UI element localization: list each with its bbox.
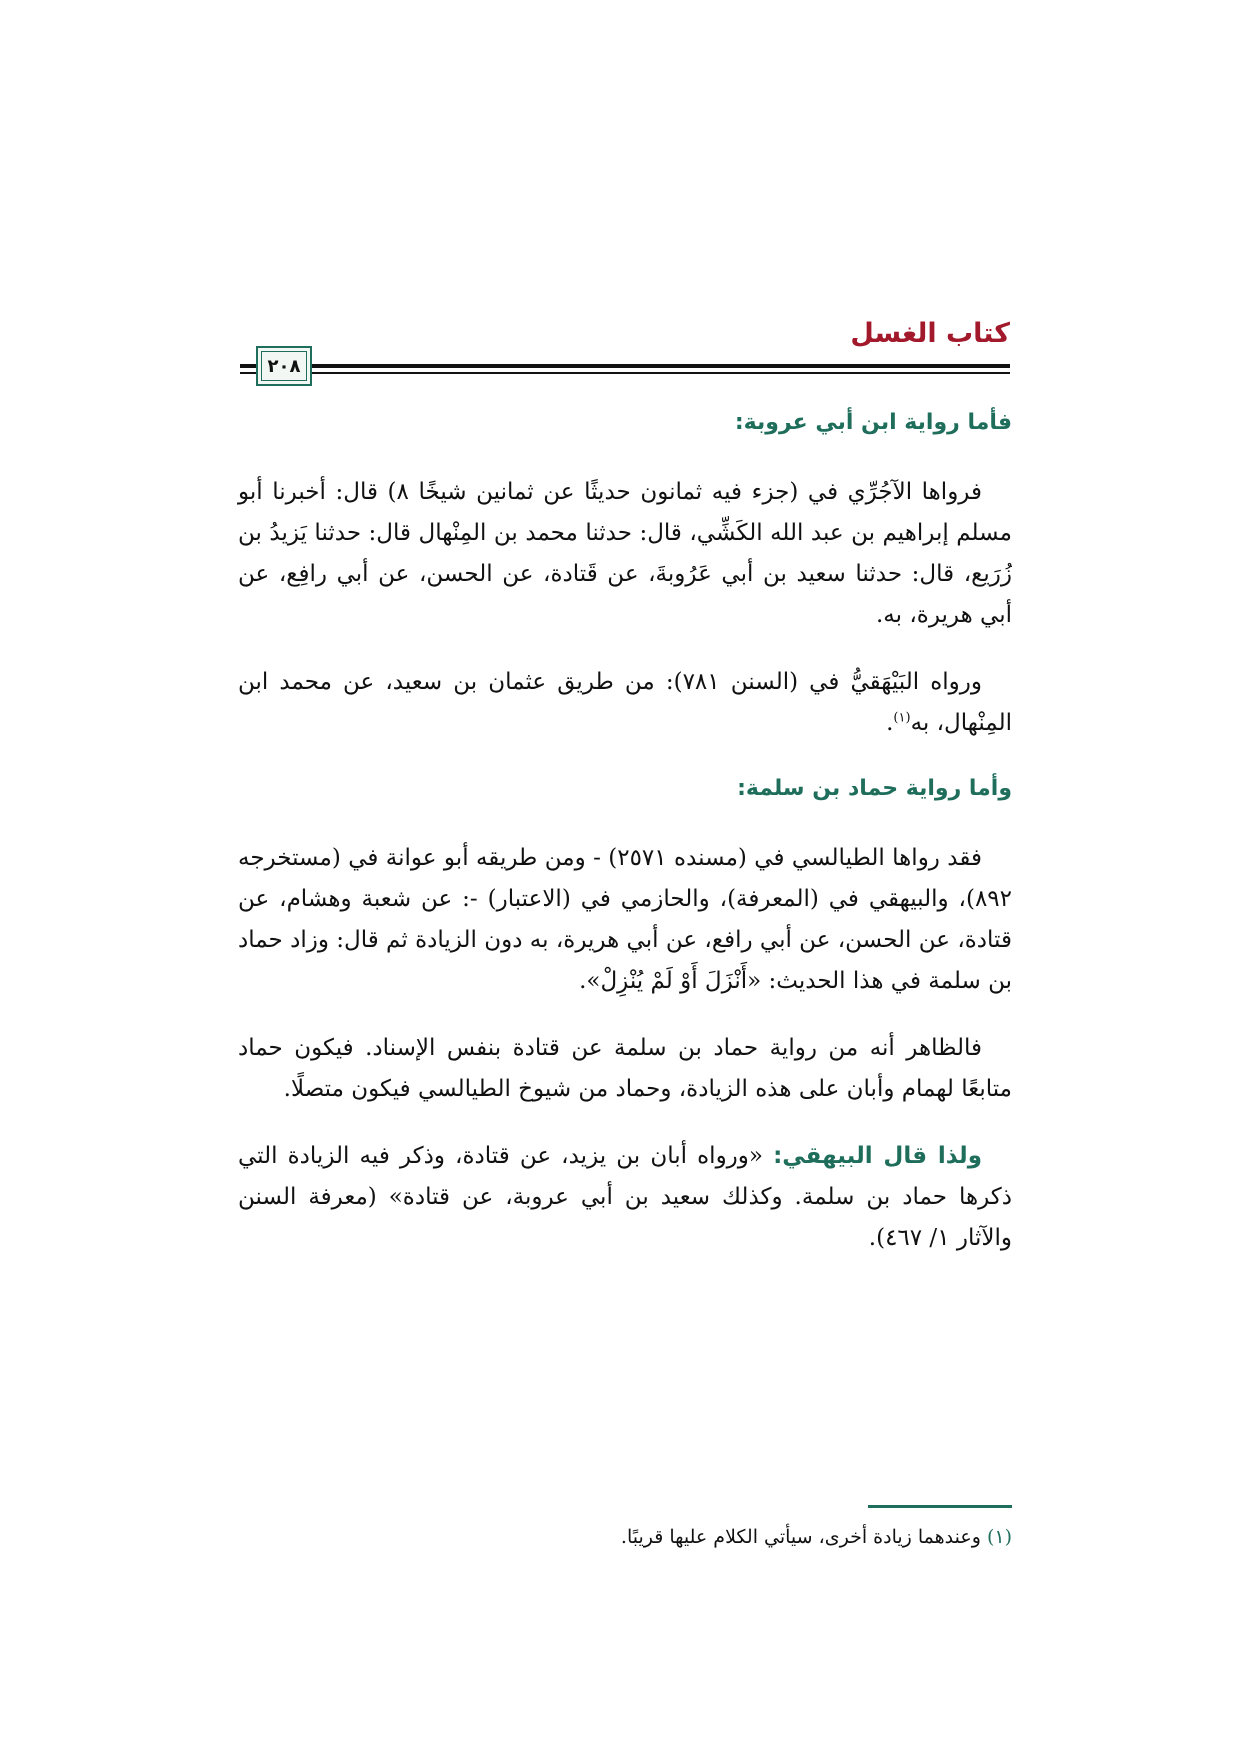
footnote bbox=[238, 1522, 1012, 1552]
header-rule bbox=[312, 364, 1010, 368]
paragraph bbox=[238, 662, 1012, 744]
paragraph: فرواها الآجُرِّي في (جزء فيه ثمانون حديثًا عن ثمانين شيخًا ٨) قال: أخبرنا أبو مسلم إبراهيم بن عبد الله الكَشِّي، قال: حدثنا محمد بن المِنْهال قال: حدثنا يَزيدُ بن زُرَيع، قال: حدثنا سعيد بن أبي عَرُوبةَ، عن قَتادة، عن الحسن، عن أبي رافِع، عن أبي هريرة، به. bbox=[238, 479, 1012, 628]
page-body bbox=[238, 408, 1012, 1285]
paragraph-tail: . bbox=[886, 710, 894, 736]
quote-text: «ورواه أبان بن يزيد، عن قتادة، وذكر فيه الزيادة التي ذكرها حماد بن سلمة. وكذلك سعيد بن أبي عروبة، عن قتادة» (معرفة السنن والآثار ١/ ٤٦٧). bbox=[238, 1143, 1012, 1251]
footnote-divider bbox=[868, 1505, 1012, 1508]
footnote-reference[interactable]: (١) bbox=[893, 710, 911, 726]
page-number: ٢٠٨ bbox=[267, 355, 301, 377]
page-number-frame-icon bbox=[256, 346, 312, 386]
section-heading: فأما رواية ابن أبي عروبة: bbox=[734, 410, 1012, 435]
paragraph-text: ورواه البَيْهَقيُّ في (السنن ٧٨١): من طريق عثمان بن سعيد، عن محمد ابن المِنْهال، به bbox=[238, 669, 1012, 736]
footnote-text: وعندهما زيادة أخرى، سيأتي الكلام عليها قريبًا. bbox=[620, 1526, 987, 1548]
paragraph bbox=[238, 1136, 1012, 1259]
quote-lead-in: ولذا قال البيهقي: bbox=[773, 1143, 982, 1169]
header-rule-left bbox=[240, 364, 256, 368]
book-title: كتاب الغسل bbox=[850, 318, 1010, 349]
paragraph: فقد رواها الطيالسي في (مسنده ٢٥٧١) - ومن طريقه أبو عوانة في (مستخرجه ٨٩٢)، والبيهقي في (المعرفة)، والحازمي في (الاعتبار) -: عن شعبة وهشام، عن قتادة، عن الحسن، عن أبي رافع، عن أبي هريرة، به دون الزيادة ثم قال: وزاد حماد بن سلمة في هذا الحديث: «أَنْزَلَ أَوْ لَمْ يُنْزِلْ». bbox=[238, 845, 1012, 994]
header-rule-left-thin bbox=[240, 372, 256, 374]
paragraph: فالظاهر أنه من رواية حماد بن سلمة عن قتادة بنفس الإسناد. فيكون حماد متابعًا لهمام وأبان على هذه الزيادة، وحماد من شيوخ الطيالسي فيكون متصلًا. bbox=[238, 1035, 1012, 1102]
footnote-number: (١) bbox=[986, 1526, 1012, 1548]
section-heading: وأما رواية حماد بن سلمة: bbox=[737, 776, 1012, 801]
header-rule-thin bbox=[312, 372, 1010, 374]
page-header bbox=[240, 318, 1010, 390]
